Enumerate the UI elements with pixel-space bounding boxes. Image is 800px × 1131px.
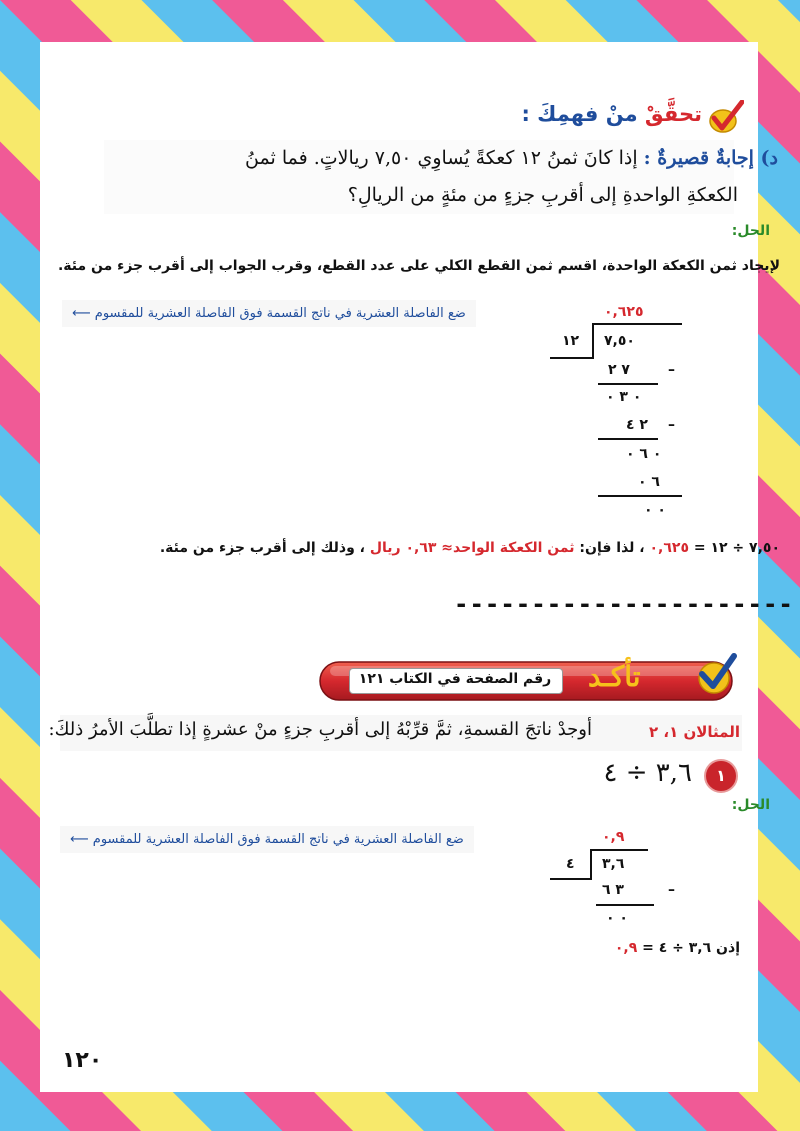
step-4: ٠ ٦ ٠ bbox=[626, 446, 662, 462]
decimal-note bbox=[62, 300, 476, 327]
title-part1: تحقَّقْ bbox=[644, 102, 702, 126]
step-2: ٠ ٠ bbox=[606, 910, 628, 926]
division-bar bbox=[590, 849, 648, 851]
check-mark-icon bbox=[694, 652, 738, 696]
result-red: ثمن الكعكة الواحد≈ ٠,٦٣ ريال bbox=[369, 540, 575, 556]
problem-number-badge: ١ bbox=[704, 759, 738, 793]
divisor: ١٢ bbox=[562, 333, 580, 349]
quotient: ٠,٦٢٥ bbox=[604, 304, 644, 320]
step-line bbox=[598, 495, 682, 497]
division-bracket bbox=[590, 849, 592, 879]
division-bar bbox=[592, 323, 682, 325]
question-line-2: الكعكةِ الواحدةِ إلى أقربِ جزءٍ من مئةٍ من الريالِ؟ bbox=[347, 184, 738, 206]
final-prefix: إذن ٣,٦ ÷ ٤ = bbox=[637, 940, 740, 956]
divisor: ٤ bbox=[566, 856, 575, 872]
question-label: د) إجابةٌ قصيرةٌ : bbox=[643, 147, 778, 169]
minus-sign: – bbox=[668, 417, 675, 433]
decimal-note bbox=[60, 826, 474, 853]
minus-sign: – bbox=[668, 882, 675, 898]
divisor-underline bbox=[550, 878, 592, 880]
note-text: ضع الفاصلة العشرية في ناتج القسمة فوق الفاصلة العشرية للمقسوم bbox=[92, 832, 464, 847]
arrow-left-icon: ⟵ bbox=[70, 832, 89, 847]
step-line bbox=[598, 438, 658, 440]
division-bracket bbox=[592, 323, 594, 358]
step-6: ٠ ٠ bbox=[644, 502, 666, 518]
dividend: ٣,٦ bbox=[602, 856, 625, 872]
result-sentence bbox=[160, 540, 780, 556]
banner-title: تأكـد bbox=[588, 660, 641, 693]
exercise-instruction: أوجدْ ناتجَ القسمةِ، ثمَّ قرِّبْهُ إلى أقربِ جزءٍ منْ عشرةٍ إذا تطلَّبَ الأمرُ ذلكَ: bbox=[48, 719, 592, 740]
note-text: ضع الفاصلة العشرية في ناتج القسمة فوق الفاصلة العشرية للمقسوم bbox=[94, 306, 466, 321]
dividend: ٧,٥٠ bbox=[604, 333, 635, 349]
step-2: ٠ ٣ ٠ bbox=[606, 389, 642, 405]
result-val: ٠,٦٢٥ bbox=[649, 540, 689, 556]
divisor-underline bbox=[550, 357, 594, 359]
step-line bbox=[596, 904, 654, 906]
check-mark-icon bbox=[708, 100, 744, 134]
result-eq: ٧,٥٠ ÷ ١٢ = bbox=[688, 540, 780, 556]
solution-heading: الحل: bbox=[731, 223, 770, 239]
result-end: ، وذلك إلى أقرب جزء من مئة. bbox=[159, 540, 370, 556]
exercise-label: المثالان ١، ٢ bbox=[648, 723, 740, 741]
problem-expression: ٣,٦ ÷ ٤ bbox=[603, 758, 692, 788]
solution-intro: لإيجاد ثمن الكعكة الواحدة، اقسم ثمن القطع الكلي على عدد القطع، وقرب الجواب إلى أقرب جزء من مئة. bbox=[57, 258, 780, 274]
step-1: ٣ ٦ bbox=[602, 882, 624, 898]
result-mid: ، لذا فإن: bbox=[574, 540, 650, 556]
step-3: ٢ ٤ bbox=[626, 417, 648, 433]
step-line bbox=[598, 383, 658, 385]
final-answer bbox=[615, 940, 740, 956]
title-part2: منْ فهمِكَ : bbox=[521, 102, 638, 126]
page-number: ١٢٠ bbox=[62, 1048, 103, 1073]
solution-heading: الحل: bbox=[731, 797, 770, 813]
arrow-left-icon: ⟵ bbox=[72, 306, 91, 321]
final-value: ٠,٩ bbox=[614, 940, 638, 956]
check-understanding-title bbox=[521, 102, 702, 126]
step-5: ٦ ٠ bbox=[638, 474, 660, 490]
quotient: ٠,٩ bbox=[602, 829, 625, 845]
section-divider: ---------------------- bbox=[454, 590, 794, 618]
banner-label: رقم الصفحة في الكتاب ١٢١ bbox=[358, 671, 552, 687]
step-1: ٧ ٢ bbox=[608, 362, 630, 378]
question-text-1: إذا كانَ ثمنُ ١٢ كعكةً يُساوِي ٧,٥٠ ريالاتٍ. فما ثمنُ bbox=[245, 147, 638, 169]
question-line-1 bbox=[245, 147, 778, 169]
minus-sign: – bbox=[668, 362, 675, 378]
